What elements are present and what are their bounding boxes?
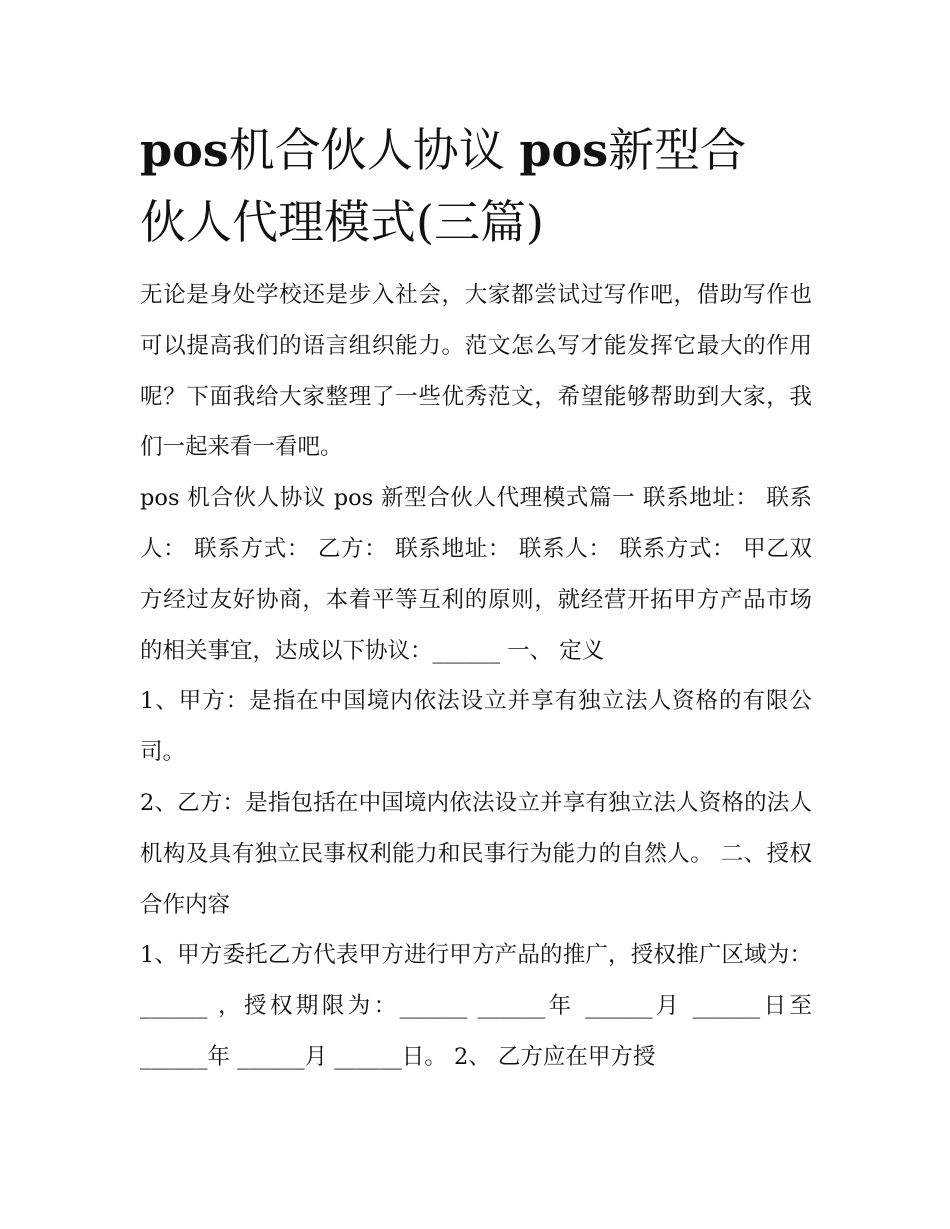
definition-party-a-paragraph: 1、甲方：是指在中国境内依法设立并享有独立法人资格的有限公司。 bbox=[140, 688, 812, 766]
agreement-header-paragraph: pos 机合伙人协议 pos 新型合伙人代理模式篇一 联系地址： 联系人： 联系方式： 乙方： 联系地址： 联系人： 联系方式： 甲乙双方经过友好协商，本着平等互利的原则，就经营开拓甲方产品市场的相关事宜，达成以下协议：______ 一、 定义 bbox=[140, 485, 812, 664]
authorization-paragraph: 1、甲方委托乙方代表甲方进行甲方产品的推广，授权推广区域为：______ ，授权期限为：______ ______年 ______月 ______日至 ______年 ______月 ______日。 2、 乙方应在甲方授 bbox=[140, 942, 812, 1070]
document-title-line-2: 伙人代理模式(三篇) bbox=[140, 195, 544, 249]
document-title-line-1: pos机合伙人协议 pos新型合 bbox=[140, 123, 747, 177]
document-body bbox=[140, 114, 812, 1083]
document-title bbox=[140, 114, 812, 258]
definition-party-b-paragraph: 2、乙方：是指包括在中国境内依法设立并享有独立法人资格的法人机构及具有独立民事权利能力和民事行为能力的自然人。 二、授权合作内容 bbox=[140, 789, 812, 918]
intro-paragraph: 无论是身处学校还是步入社会，大家都尝试过写作吧，借助写作也可以提高我们的语言组织能力。范文怎么写才能发挥它最大的作用呢？下面我给大家整理了一些优秀范文，希望能够帮助到大家，我们一起来看一看吧。 bbox=[140, 282, 812, 461]
